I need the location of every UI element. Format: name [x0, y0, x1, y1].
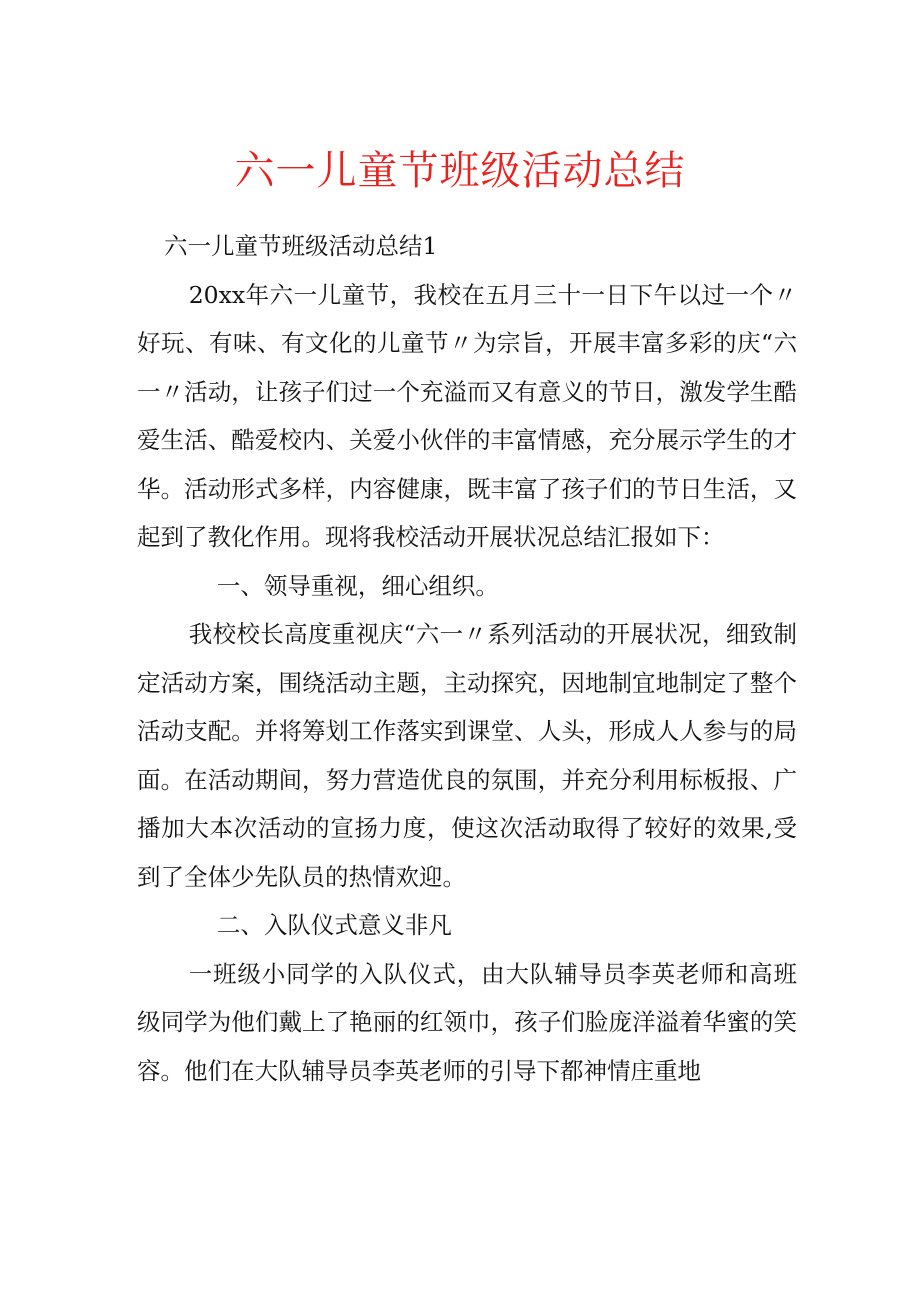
section-heading-2: 二、入队仪式意义非凡	[216, 911, 452, 939]
paragraph-leadership: 我校校长高度重视庆“六一〃系列活动的开展状况，细致制定活动方案，围绕活动主题，主动探究，因地制宜地制定了整个活动支配。并将筹划工作落实到课堂、人头，形成人人参与的局面。在活动期间，努力营造优良的氛围，并充分利用标板报、广播加大本次活动的宣扬力度，使这次活动取得了较好的效果,受到了全体少先队员的热情欢迎。	[137, 620, 797, 891]
document-title: 六一儿童节班级活动总结	[234, 148, 686, 194]
paragraph-ceremony: 一班级小同学的入队仪式，由大队辅导员李英老师和高班级同学为他们戴上了艳丽的红领巾，孩子们脸庞洋溢着华蜜的笑容。他们在大队辅导员李英老师的引导下都神情庄重地	[137, 959, 797, 1085]
document-subtitle: 六一儿童节班级活动总结1	[164, 232, 438, 260]
section-heading-1: 一、领导重视，细心组织。	[216, 571, 499, 600]
document-body	[137, 222, 797, 1095]
paragraph-intro: 20xx年六一儿童节，我校在五月三十一日下午以过一个〃好玩、有味、有文化的儿童节〃为宗旨，开展丰富多彩的庆“六一〃活动，让孩子们过一个充溢而又有意义的节日，激发学生酷爱生活、酷爱校内、关爱小伙伴的丰富情感，充分展示学生的才华。活动形式多样，内容健康，既丰富了孩子们的节日生活，又起到了教化作用。现将我校活动开展状况总结汇报如下：	[137, 280, 797, 551]
